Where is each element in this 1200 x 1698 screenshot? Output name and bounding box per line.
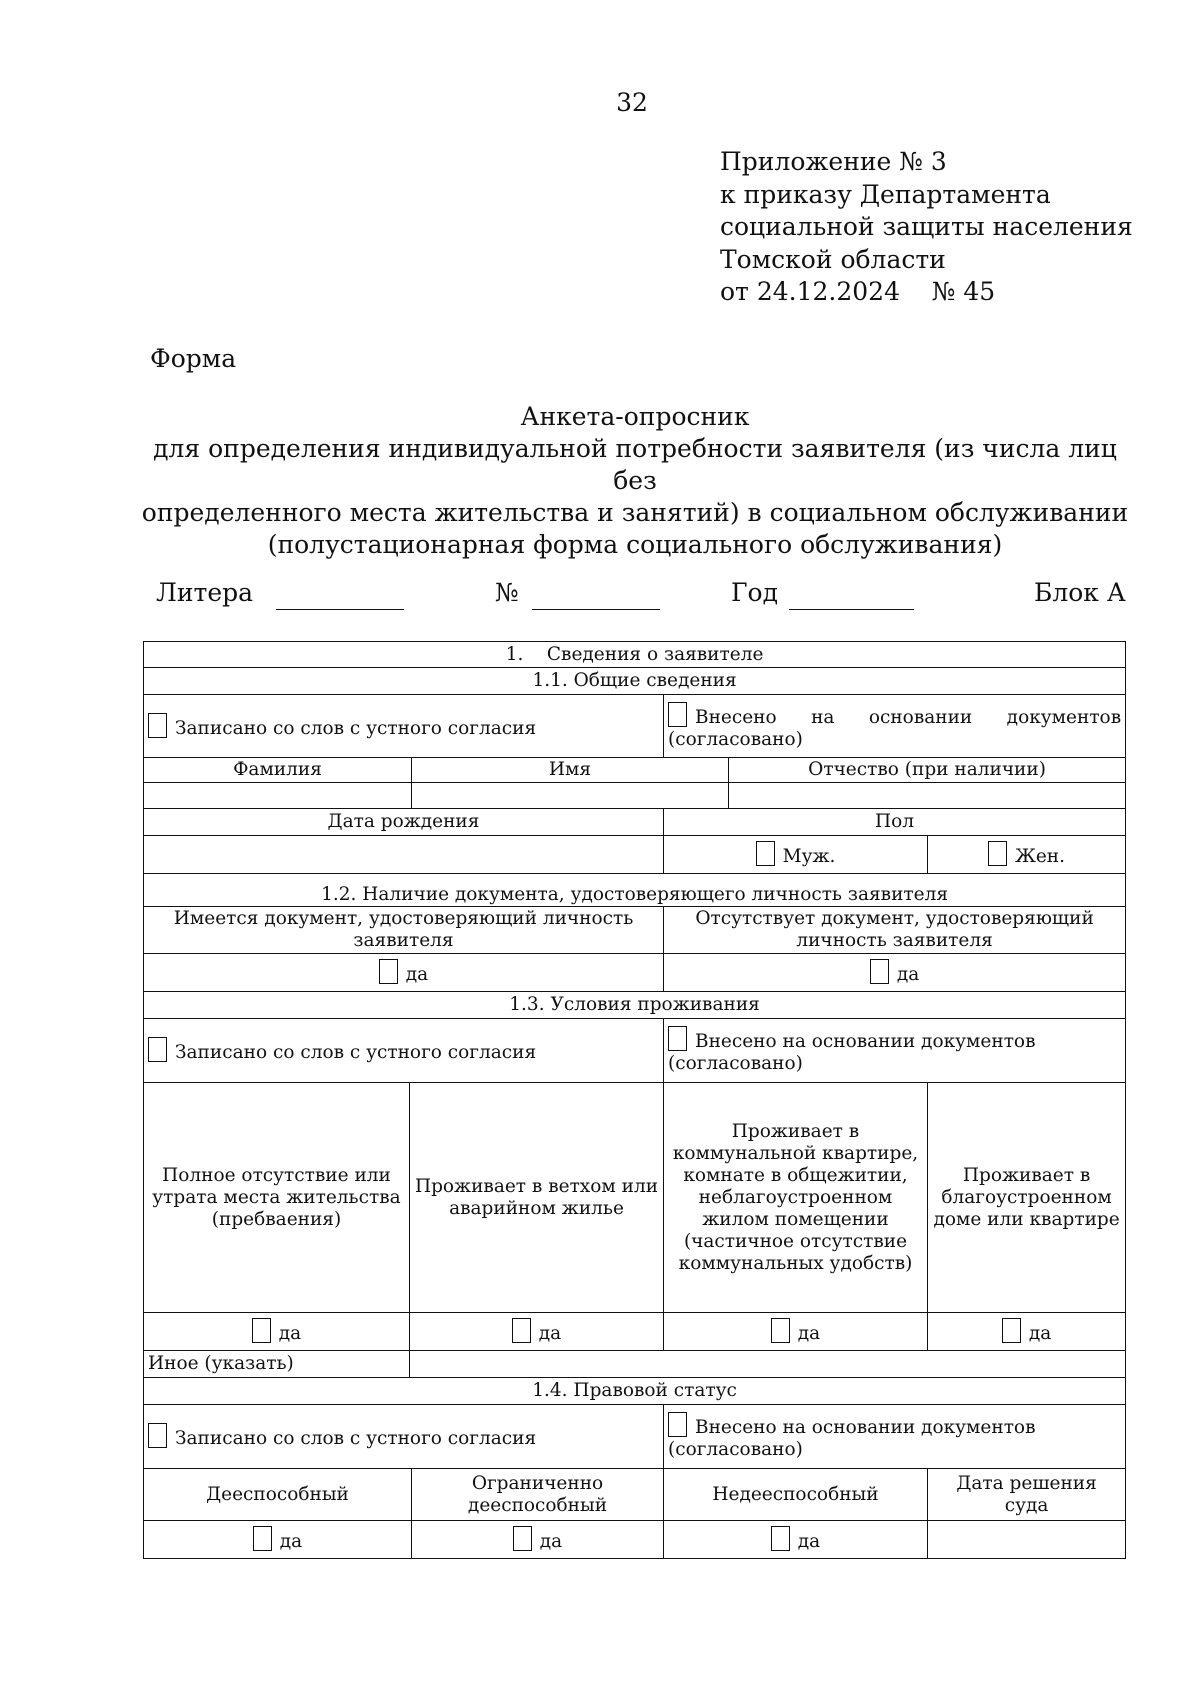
male-label: Муж.: [782, 846, 836, 867]
oral-consent-label: Записано со слов с устного согласия: [175, 1428, 537, 1449]
title-line: определенного места жительства и занятий) в социальном обслуживании: [141, 498, 1129, 527]
checkbox[interactable]: [668, 1412, 687, 1437]
checkbox[interactable]: [668, 702, 687, 727]
other-label: Иное (указать): [144, 1351, 410, 1378]
page-number: 32: [616, 88, 648, 117]
no-document-header: Отсутствует документ, удостоверяющий личность заявителя: [664, 907, 1126, 954]
yes-label: да: [797, 1531, 821, 1552]
legal-incapable-header: Недееспособный: [664, 1469, 928, 1521]
checkbox[interactable]: [252, 1318, 271, 1343]
document-title: [130, 401, 1140, 561]
sex-female-option[interactable]: [928, 836, 1126, 874]
checkbox[interactable]: [668, 1026, 687, 1051]
court-date-header: Дата решения суда: [928, 1469, 1126, 1521]
form-label: Форма: [150, 344, 237, 373]
living-communal-header: Проживает в коммунальной квартире, комнате в общежитии, неблагоустроенном жилом помещении (частичное отсутствие коммунальных удобств): [664, 1083, 928, 1313]
legal-incapable-yes[interactable]: [664, 1521, 928, 1559]
oral-consent-label: Записано со слов с устного согласия: [175, 1042, 537, 1063]
title-line: (полустационарная форма социального обслуживания): [267, 530, 1003, 559]
legal-capable-yes[interactable]: [144, 1521, 412, 1559]
yes-label: да: [538, 1323, 562, 1344]
female-label: Жен.: [1015, 846, 1066, 867]
birth-date-field[interactable]: [144, 836, 664, 874]
title-line: для определения индивидуальной потребности заявителя (из числа лиц без: [153, 434, 1117, 495]
legal-limited-header: Ограниченно дееспособный: [412, 1469, 664, 1521]
living-dilapidated-header: Проживает в ветхом или аварийном жилье: [410, 1083, 664, 1313]
surname-header: Фамилия: [144, 758, 412, 783]
title-line: Анкета-опросник: [520, 402, 750, 431]
appendix-line: социальной защиты населения: [720, 212, 1133, 241]
checkbox[interactable]: [148, 1037, 167, 1062]
docs-basis-label: Внесено на основании документов: [695, 1417, 1036, 1438]
docs-basis-option[interactable]: [664, 695, 1126, 758]
checkbox[interactable]: [148, 713, 167, 738]
name-field[interactable]: [412, 783, 729, 809]
has-document-header: Имеется документ, удостоверяющий личность заявителя: [144, 907, 664, 954]
section-1-2-header: 1.2. Наличие документа, удостоверяющего личность заявителя: [144, 874, 1126, 907]
oral-consent-option[interactable]: [144, 1019, 664, 1083]
living-dilapidated-yes[interactable]: [410, 1313, 664, 1351]
checkbox[interactable]: [512, 1318, 531, 1343]
docs-basis-label: Внесено на основании документов: [695, 1031, 1036, 1052]
oral-consent-label: Записано со слов с устного согласия: [175, 717, 537, 739]
surname-field[interactable]: [144, 783, 412, 809]
checkbox[interactable]: [1002, 1318, 1021, 1343]
section-1-4-header: 1.4. Правовой статус: [144, 1378, 1126, 1405]
living-comfortable-header: Проживает в благоустроенном доме или квартире: [928, 1083, 1126, 1313]
yes-label: да: [1028, 1323, 1052, 1344]
docs-line-1: [668, 1026, 1121, 1053]
yes-label: да: [797, 1323, 821, 1344]
section-1-3-header: 1.3. Условия проживания: [144, 992, 1126, 1019]
appendix-line: от 24.12.2024 № 45: [720, 277, 996, 306]
checkbox[interactable]: [756, 841, 775, 866]
year-field[interactable]: [789, 609, 914, 610]
living-no-residence-yes[interactable]: [144, 1313, 410, 1351]
checkbox[interactable]: [870, 959, 889, 984]
section-1-header: 1. Сведения о заявителе: [144, 642, 1126, 668]
yes-label: да: [539, 1531, 563, 1552]
yes-label: да: [278, 1323, 302, 1344]
checkbox[interactable]: [513, 1526, 532, 1551]
appendix-line: Томской области: [720, 244, 946, 274]
oral-consent-option[interactable]: [144, 695, 664, 758]
litera-field[interactable]: [276, 609, 404, 610]
checkbox[interactable]: [253, 1526, 272, 1551]
birth-date-header: Дата рождения: [144, 809, 664, 836]
docs-basis-label: Внесено на основании документов: [695, 706, 1122, 728]
yes-label: да: [405, 964, 429, 985]
legal-capable-header: Дееспособный: [144, 1469, 412, 1521]
yes-label: да: [896, 964, 920, 985]
number-label: №: [495, 578, 519, 607]
legal-limited-yes[interactable]: [412, 1521, 664, 1559]
docs-basis-option[interactable]: [664, 1019, 1126, 1083]
name-header: Имя: [412, 758, 729, 783]
checkbox[interactable]: [771, 1526, 790, 1551]
sex-male-option[interactable]: [664, 836, 928, 874]
court-date-field[interactable]: [928, 1521, 1126, 1559]
checkbox[interactable]: [771, 1318, 790, 1343]
no-document-yes[interactable]: [664, 954, 1126, 992]
sex-header: Пол: [664, 809, 1126, 836]
number-field[interactable]: [532, 609, 660, 610]
patronymic-field[interactable]: [729, 783, 1126, 809]
checkbox[interactable]: [379, 959, 398, 984]
checkbox[interactable]: [988, 841, 1007, 866]
docs-line-1: [668, 702, 1121, 729]
living-communal-yes[interactable]: [664, 1313, 928, 1351]
docs-basis-option[interactable]: [664, 1405, 1126, 1469]
year-label: Год: [731, 578, 778, 607]
checkbox[interactable]: [148, 1423, 167, 1448]
patronymic-header: Отчество (при наличии): [729, 758, 1126, 783]
docs-line-2: (согласовано): [668, 728, 803, 750]
yes-label: да: [279, 1531, 303, 1552]
living-comfortable-yes[interactable]: [928, 1313, 1126, 1351]
oral-consent-option[interactable]: [144, 1405, 664, 1469]
litera-label: Литера: [156, 578, 254, 607]
appendix-header: [720, 146, 1133, 309]
block-label: Блок А: [1034, 578, 1126, 607]
applicant-form-table: [143, 641, 1126, 1559]
appendix-line: к приказу Департамента: [720, 179, 1051, 209]
living-no-residence-header: Полное отсутствие или утрата места жительства (пребваения): [144, 1083, 410, 1313]
section-1-1-header: 1.1. Общие сведения: [144, 668, 1126, 695]
other-field[interactable]: [410, 1351, 1126, 1378]
docs-line-1: [668, 1412, 1121, 1439]
has-document-yes[interactable]: [144, 954, 664, 992]
docs-line-2: (согласовано): [668, 1053, 803, 1074]
appendix-line: Приложение № 3: [720, 147, 947, 176]
docs-line-2: (согласовано): [668, 1439, 803, 1460]
